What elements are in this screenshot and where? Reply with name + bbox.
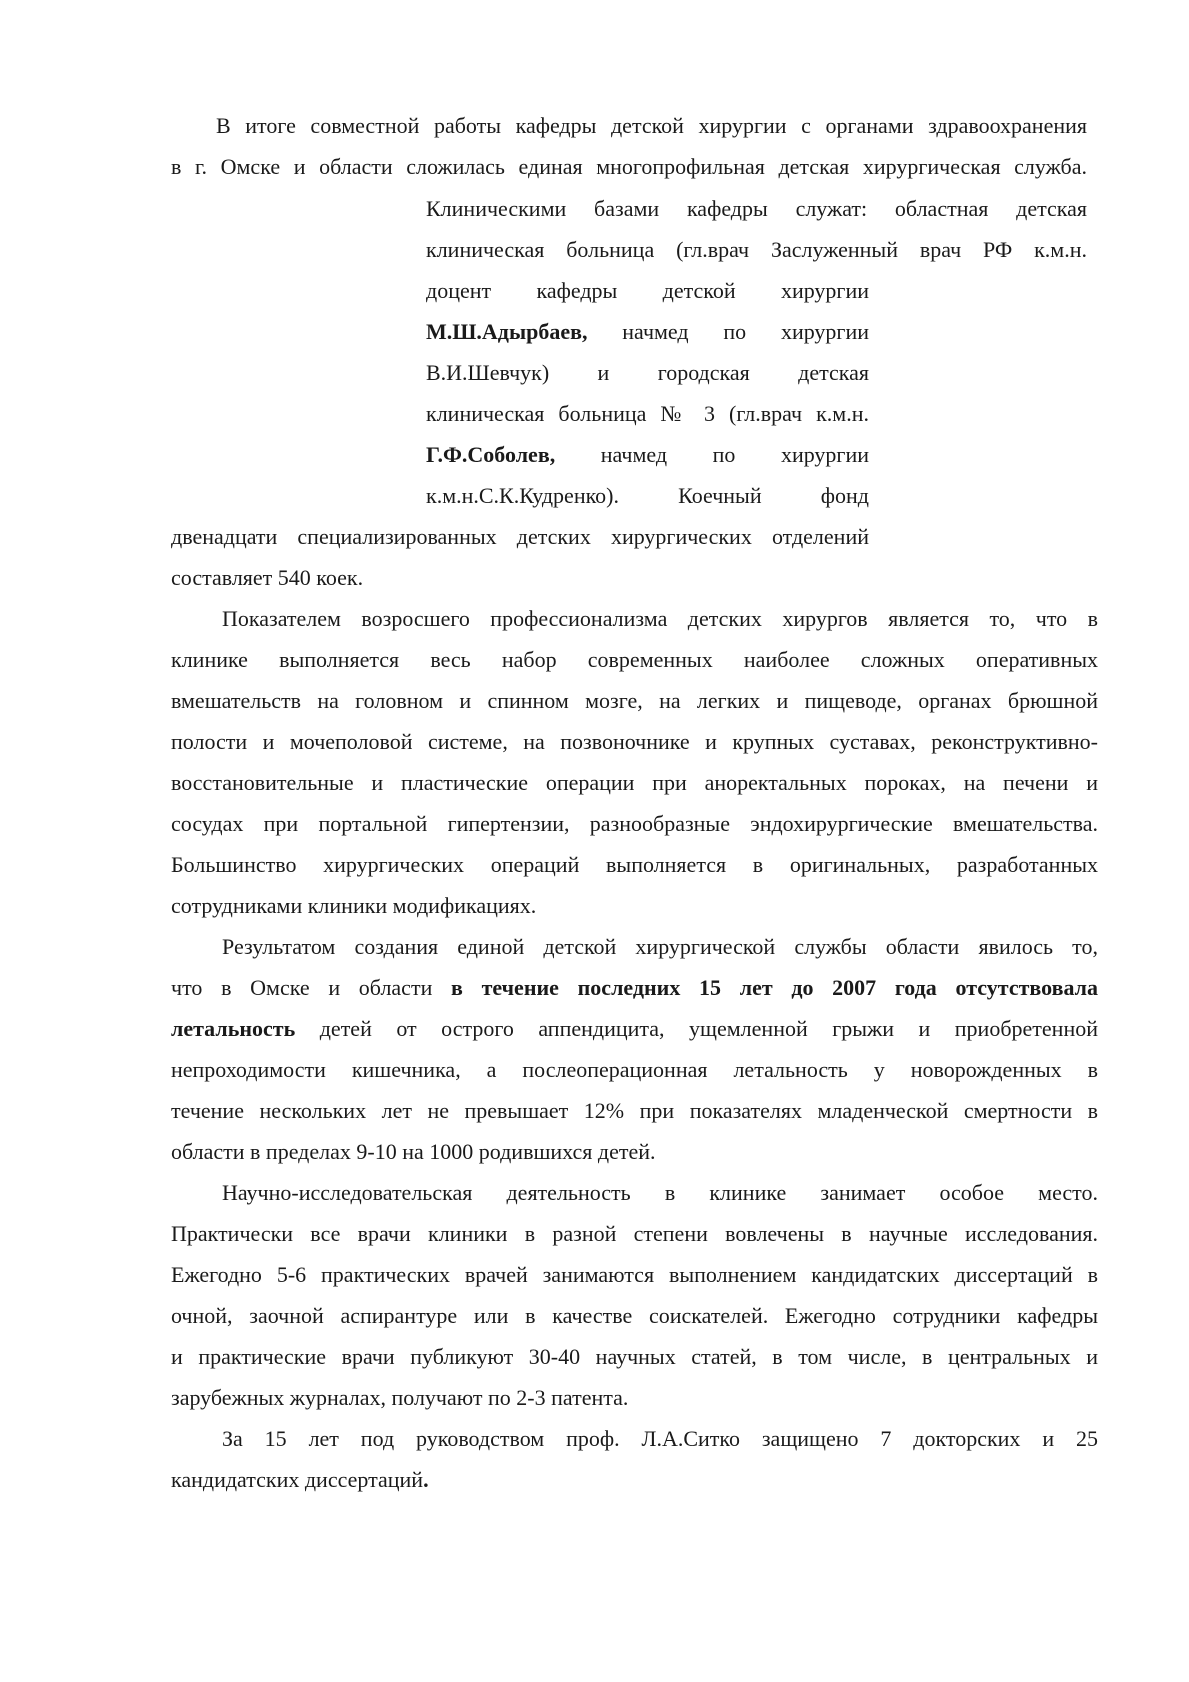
paragraph-5-line-1: Научно-исследовательская деятельность в клинике занимает особое место. bbox=[222, 1180, 1098, 1205]
person-name-sobolev: Г.Ф.Соболев, bbox=[426, 442, 556, 467]
mortality-highlight-end: летальность bbox=[171, 1016, 296, 1041]
paragraph-4-line-2 bbox=[171, 975, 1098, 1001]
paragraph-5-line-6: зарубежных журналах, получают по 2-3 патента. bbox=[171, 1385, 629, 1410]
paragraph-2-line-2: клиническая больница (гл.врач Заслуженный врач РФ к.м.н. bbox=[426, 237, 1087, 262]
paragraph-1-line-2: в г. Омске и области сложилась единая многопрофильная детская хирургическая служба. bbox=[171, 154, 1087, 179]
paragraph-2-line-1: Клиническими базами кафедры служат: областная детская bbox=[426, 196, 1087, 221]
paragraph-5-line-3: Ежегодно 5-6 практических врачей занимаются выполнением кандидатских диссертаций в bbox=[171, 1262, 1098, 1287]
paragraph-2-line-4-rest: начмед по хирургии bbox=[587, 319, 869, 344]
paragraph-5-line-5: и практические врачи публикуют 30-40 научных статей, в том числе, в центральных и bbox=[171, 1344, 1098, 1369]
mortality-highlight: в течение последних 15 лет до 2007 года отсутствовала bbox=[451, 975, 1098, 1000]
paragraph-2-line-4 bbox=[426, 319, 869, 345]
paragraph-1-line-1: В итоге совместной работы кафедры детской хирургии с органами здравоохранения bbox=[216, 113, 1087, 138]
paragraph-6-line-1: За 15 лет под руководством проф. Л.А.Ситко защищено 7 докторских и 25 bbox=[222, 1426, 1098, 1451]
paragraph-4-line-3 bbox=[171, 1016, 1098, 1042]
paragraph-3-line-3: вмешательств на головном и спинном мозге, на легких и пищеводе, органах брюшной bbox=[171, 688, 1098, 713]
paragraph-3-line-1: Показателем возросшего профессионализма детских хирургов является то, что в bbox=[222, 606, 1098, 631]
paragraph-2-line-5: В.И.Шевчук) и городская детская bbox=[426, 360, 869, 385]
paragraph-4-line-6: области в пределах 9-10 на 1000 родившихся детей. bbox=[171, 1139, 656, 1164]
paragraph-2-line-7 bbox=[426, 442, 869, 468]
paragraph-6-period: . bbox=[423, 1467, 429, 1492]
paragraph-2-line-6: клиническая больница № 3 (гл.врач к.м.н. bbox=[426, 401, 869, 426]
paragraph-3-line-8: сотрудниками клиники модификациях. bbox=[171, 893, 537, 918]
paragraph-4-line-1: Результатом создания единой детской хирургической службы области явилось то, bbox=[222, 934, 1098, 959]
paragraph-2-line-9: двенадцати специализированных детских хирургических отделений bbox=[171, 524, 869, 549]
paragraph-3-line-7: Большинство хирургических операций выполняется в оригинальных, разработанных bbox=[171, 852, 1098, 877]
paragraph-3-line-6: сосудах при портальной гипертензии, разнообразные эндохирургические вмешательства. bbox=[171, 811, 1098, 836]
paragraph-4-line-3-rest: детей от острого аппендицита, ущемленной грыжи и приобретенной bbox=[295, 1016, 1098, 1041]
paragraph-2-line-3: доцент кафедры детской хирургии bbox=[426, 278, 869, 303]
person-name-adyrbaev: М.Ш.Адырбаев, bbox=[426, 319, 588, 344]
paragraph-4-line-4: непроходимости кишечника, а послеоперационная летальность у новорожденных в bbox=[171, 1057, 1098, 1082]
paragraph-4-line-2-start: что в Омске и области bbox=[171, 975, 452, 1000]
paragraph-6-line-2-text: кандидатских диссертаций bbox=[171, 1467, 424, 1492]
paragraph-5-line-4: очной, заочной аспирантуре или в качестве соискателей. Ежегодно сотрудники кафедры bbox=[171, 1303, 1098, 1328]
paragraph-3-line-5: восстановительные и пластические операции при аноректальных пороках, на печени и bbox=[171, 770, 1098, 795]
paragraph-2-line-7-rest: начмед по хирургии bbox=[555, 442, 869, 467]
paragraph-2-line-10: составляет 540 коек. bbox=[171, 565, 364, 590]
paragraph-3-line-4: полости и мочеполовой системе, на позвоночнике и крупных суставах, реконструктивно- bbox=[171, 729, 1098, 754]
paragraph-2-line-8: к.м.н.С.К.Кудренко). Коечный фонд bbox=[426, 483, 869, 508]
paragraph-3-line-2: клинике выполняется весь набор современных наиболее сложных оперативных bbox=[171, 647, 1098, 672]
paragraph-4-line-5: течение нескольких лет не превышает 12% при показателях младенческой смертности в bbox=[171, 1098, 1098, 1123]
paragraph-6-line-2 bbox=[171, 1467, 429, 1493]
paragraph-5-line-2: Практически все врачи клиники в разной степени вовлечены в научные исследования. bbox=[171, 1221, 1098, 1246]
